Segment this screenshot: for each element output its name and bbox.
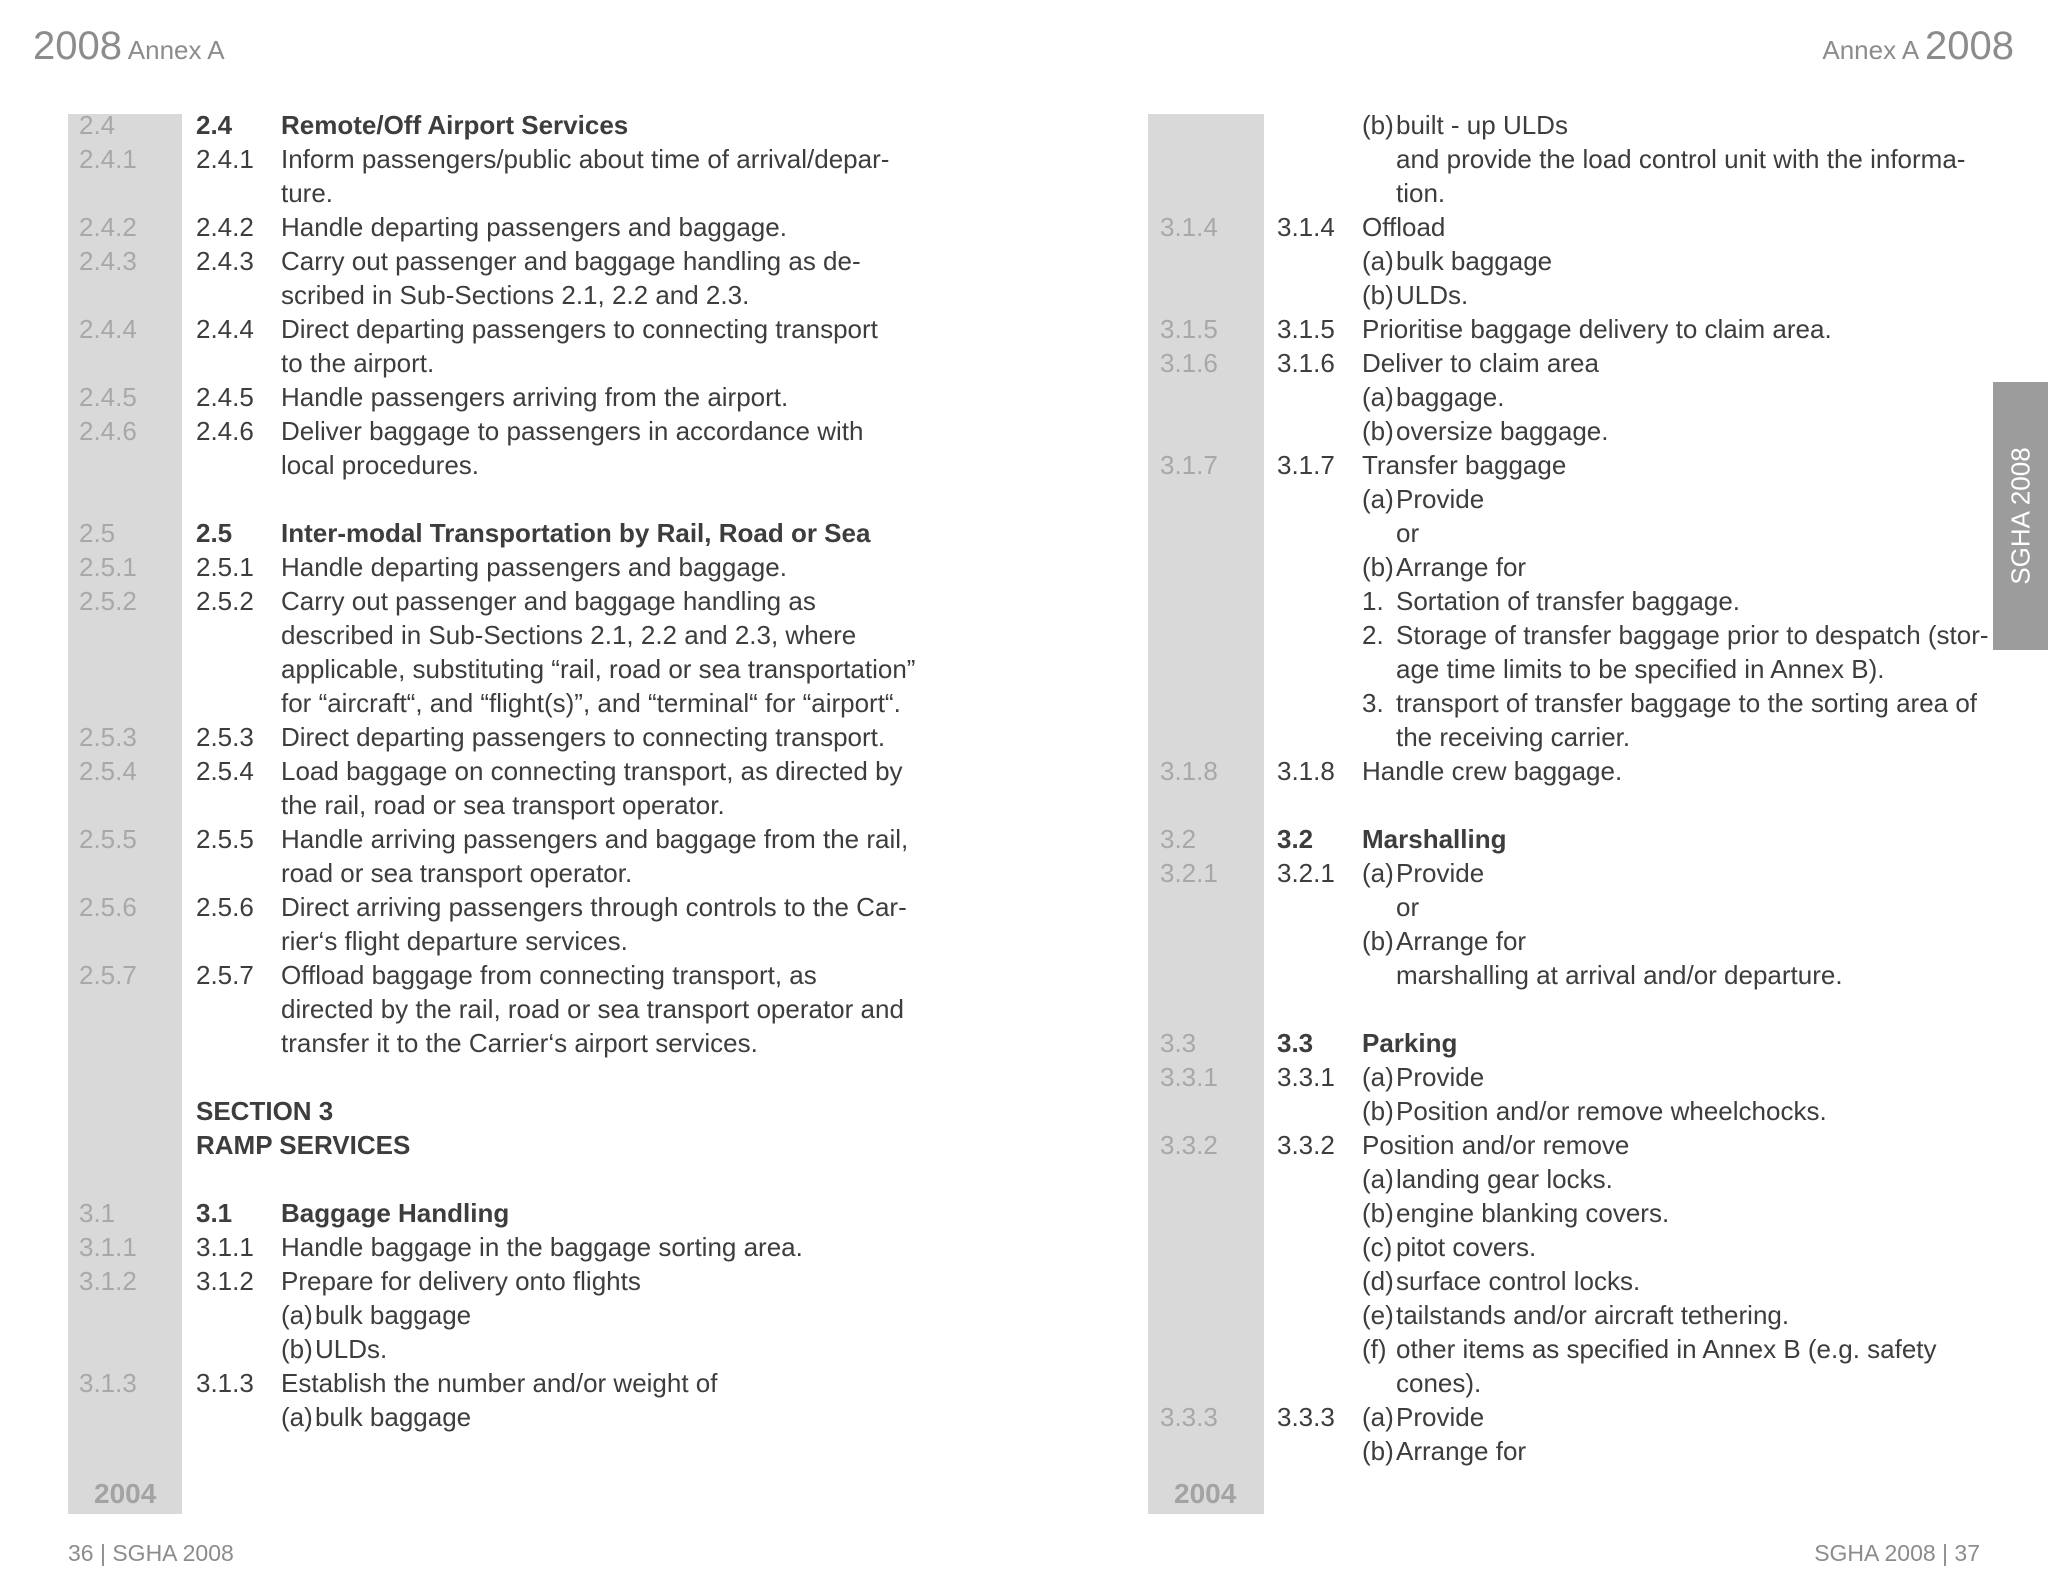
header-left bbox=[33, 24, 225, 69]
old-section-number: 2.4.2 bbox=[79, 212, 137, 242]
line-text: ULDs. bbox=[1396, 280, 1469, 310]
old-section-number: 3.1 bbox=[79, 1198, 116, 1228]
footer-right: SGHA 2008 | 37 bbox=[1814, 1540, 1980, 1566]
old-section-number: 2.5.3 bbox=[79, 722, 137, 752]
section-number: 2.5.5 bbox=[196, 824, 254, 854]
section-number: 3.1.8 bbox=[1277, 756, 1335, 786]
section-number: 3.1.4 bbox=[1277, 212, 1335, 242]
line-text: Position and/or remove wheelchocks. bbox=[1396, 1096, 1827, 1126]
text-line bbox=[0, 1264, 2000, 1298]
sub-item-marker: 3. bbox=[1362, 688, 1384, 718]
section-title: Parking bbox=[1362, 1028, 1458, 1058]
line-text: ULDs. bbox=[315, 1334, 388, 1364]
text-line bbox=[0, 108, 2000, 142]
header-left-year: 2008 bbox=[33, 24, 122, 68]
section-heading: RAMP SERVICES bbox=[196, 1130, 411, 1160]
section-number: 3.1 bbox=[196, 1198, 233, 1228]
old-section-number: 3.1.8 bbox=[1160, 756, 1218, 786]
old-section-number: 3.2.1 bbox=[1160, 858, 1218, 888]
text-line bbox=[0, 584, 2000, 618]
line-text: to the airport. bbox=[281, 348, 435, 378]
line-text: Storage of transfer baggage prior to despatch (stor- bbox=[1396, 620, 1989, 650]
old-section-number: 3.3.2 bbox=[1160, 1130, 1218, 1160]
old-section-number: 3.3 bbox=[1160, 1028, 1197, 1058]
old-section-number: 2.4 bbox=[79, 110, 116, 140]
line-text: Handle arriving passengers and baggage from the rail, bbox=[281, 824, 909, 854]
old-section-number: 2.5.7 bbox=[79, 960, 137, 990]
line-text: Prioritise baggage delivery to claim area. bbox=[1362, 314, 1832, 344]
line-text: built - up ULDs bbox=[1396, 110, 1568, 140]
text-line bbox=[0, 1094, 2000, 1128]
section-number: 2.5.4 bbox=[196, 756, 254, 786]
section-number: 2.5.1 bbox=[196, 552, 254, 582]
text-line bbox=[0, 1060, 2000, 1094]
old-section-number: 3.1.3 bbox=[79, 1368, 137, 1398]
line-text: oversize baggage. bbox=[1396, 416, 1609, 446]
line-text: Handle crew baggage. bbox=[1362, 756, 1623, 786]
sub-item-marker: (b) bbox=[1362, 552, 1394, 582]
line-text: bulk baggage bbox=[315, 1300, 472, 1330]
right-page-content bbox=[0, 108, 2000, 1468]
line-text: applicable, substituting “rail, road or sea transportation” bbox=[281, 654, 916, 684]
text-line bbox=[0, 1366, 2000, 1400]
text-line bbox=[0, 414, 2000, 448]
line-text: Direct departing passengers to connecting transport. bbox=[281, 722, 886, 752]
sub-item-marker: (b) bbox=[1362, 926, 1394, 956]
line-text: Arrange for bbox=[1396, 1436, 1527, 1466]
section-number: 2.4.6 bbox=[196, 416, 254, 446]
sub-item-marker: (b) bbox=[1362, 416, 1394, 446]
header-right-year: 2008 bbox=[1925, 24, 2014, 68]
sub-item-marker: (b) bbox=[1362, 1436, 1394, 1466]
line-text: cones). bbox=[1396, 1368, 1482, 1398]
text-line bbox=[0, 1230, 2000, 1264]
text-line bbox=[0, 1128, 2000, 1162]
text-line bbox=[0, 992, 2000, 1026]
old-section-number: 3.3.3 bbox=[1160, 1402, 1218, 1432]
old-section-number: 3.3.1 bbox=[1160, 1062, 1218, 1092]
sub-item-marker: (b) bbox=[1362, 280, 1394, 310]
sub-item-marker: (a) bbox=[1362, 1402, 1394, 1432]
line-text: bulk baggage bbox=[315, 1402, 472, 1432]
old-section-number: 2.5.1 bbox=[79, 552, 137, 582]
sub-item-marker: (a) bbox=[1362, 484, 1394, 514]
sub-item-marker: 1. bbox=[1362, 586, 1384, 616]
line-text: Prepare for delivery onto flights bbox=[281, 1266, 641, 1296]
line-text: Position and/or remove bbox=[1362, 1130, 1630, 1160]
section-number: 2.5.3 bbox=[196, 722, 254, 752]
text-line bbox=[0, 346, 2000, 380]
right-col-year: 2004 bbox=[1174, 1478, 1237, 1509]
old-section-number: 2.4.5 bbox=[79, 382, 137, 412]
section-number: 3.1.6 bbox=[1277, 348, 1335, 378]
section-number: 2.4.3 bbox=[196, 246, 254, 276]
line-text: local procedures. bbox=[281, 450, 479, 480]
old-section-number: 2.5 bbox=[79, 518, 116, 548]
section-number: 2.4.2 bbox=[196, 212, 254, 242]
sub-item-marker: (a) bbox=[1362, 1062, 1394, 1092]
text-line bbox=[0, 312, 2000, 346]
text-line bbox=[0, 142, 2000, 176]
section-number: 3.1.3 bbox=[196, 1368, 254, 1398]
line-text: engine blanking covers. bbox=[1396, 1198, 1670, 1228]
text-line bbox=[0, 176, 2000, 210]
section-number: 2.5 bbox=[196, 518, 233, 548]
line-text: tailstands and/or aircraft tethering. bbox=[1396, 1300, 1790, 1330]
sub-item-marker: (a) bbox=[1362, 382, 1394, 412]
sub-item-marker: (a) bbox=[1362, 858, 1394, 888]
section-number: 3.1.5 bbox=[1277, 314, 1335, 344]
line-text: directed by the rail, road or sea transport operator and bbox=[281, 994, 904, 1024]
header-left-label: Annex A bbox=[127, 35, 225, 65]
line-text: Establish the number and/or weight of bbox=[281, 1368, 718, 1398]
old-section-number: 2.4.4 bbox=[79, 314, 137, 344]
section-number: 3.1.1 bbox=[196, 1232, 254, 1262]
line-text: Handle passengers arriving from the airport. bbox=[281, 382, 789, 412]
text-line bbox=[0, 516, 2000, 550]
sub-item-marker: (d) bbox=[1362, 1266, 1394, 1296]
line-text: Arrange for bbox=[1396, 926, 1527, 956]
text-line bbox=[0, 278, 2000, 312]
line-text: Offload bbox=[1362, 212, 1446, 242]
line-text: baggage. bbox=[1396, 382, 1505, 412]
line-text: rier‘s flight departure services. bbox=[281, 926, 628, 956]
section-number: 2.4 bbox=[196, 110, 233, 140]
sub-item-marker: (a) bbox=[281, 1300, 313, 1330]
text-line bbox=[0, 1026, 2000, 1060]
text-line bbox=[0, 1434, 2000, 1468]
sub-item-marker: (f) bbox=[1362, 1334, 1387, 1364]
line-text: surface control locks. bbox=[1396, 1266, 1641, 1296]
side-tab-label: SGHA 2008 bbox=[2005, 447, 2035, 585]
sub-item-marker: 2. bbox=[1362, 620, 1384, 650]
line-text: the rail, road or sea transport operator. bbox=[281, 790, 725, 820]
text-line bbox=[0, 686, 2000, 720]
section-number: 2.4.5 bbox=[196, 382, 254, 412]
text-line bbox=[0, 652, 2000, 686]
line-text: Deliver baggage to passengers in accordance with bbox=[281, 416, 864, 446]
old-section-number: 3.1.4 bbox=[1160, 212, 1218, 242]
line-text: Carry out passenger and baggage handling as de- bbox=[281, 246, 861, 276]
section-number: 3.2 bbox=[1277, 824, 1314, 854]
sub-item-marker: (a) bbox=[1362, 1164, 1394, 1194]
text-line bbox=[0, 890, 2000, 924]
text-line bbox=[0, 618, 2000, 652]
sub-item-marker: (b) bbox=[1362, 110, 1394, 140]
sub-item-marker: (a) bbox=[281, 1402, 313, 1432]
line-text: Handle departing passengers and baggage. bbox=[281, 212, 787, 242]
text-line bbox=[0, 720, 2000, 754]
old-section-number: 3.1.1 bbox=[79, 1232, 137, 1262]
line-text: Direct departing passengers to connecting transport bbox=[281, 314, 878, 344]
header-right bbox=[1822, 24, 2014, 69]
footer-left: 36 | SGHA 2008 bbox=[68, 1540, 234, 1566]
sub-item-marker: (b) bbox=[281, 1334, 313, 1364]
line-text: bulk baggage bbox=[1396, 246, 1553, 276]
line-text: Direct arriving passengers through controls to the Car- bbox=[281, 892, 907, 922]
section-number: 2.5.2 bbox=[196, 586, 254, 616]
text-line bbox=[0, 448, 2000, 482]
old-section-number: 3.2 bbox=[1160, 824, 1197, 854]
line-text: transfer it to the Carrier‘s airport services. bbox=[281, 1028, 758, 1058]
old-section-number: 3.1.5 bbox=[1160, 314, 1218, 344]
line-text: Carry out passenger and baggage handling as bbox=[281, 586, 816, 616]
line-text: Provide bbox=[1396, 1402, 1485, 1432]
section-number: 3.3.3 bbox=[1277, 1402, 1335, 1432]
line-text: tion. bbox=[1396, 178, 1446, 208]
section-number: 3.1.7 bbox=[1277, 450, 1335, 480]
section-number: 2.5.6 bbox=[196, 892, 254, 922]
section-title: Inter-modal Transportation by Rail, Road or Sea bbox=[281, 518, 871, 548]
line-text: scribed in Sub-Sections 2.1, 2.2 and 2.3. bbox=[281, 280, 750, 310]
line-text: and provide the load control unit with the informa- bbox=[1396, 144, 1966, 174]
line-text: Handle departing passengers and baggage. bbox=[281, 552, 787, 582]
old-section-number: 3.1.6 bbox=[1160, 348, 1218, 378]
section-number: 2.4.4 bbox=[196, 314, 254, 344]
text-line bbox=[0, 1332, 2000, 1366]
text-line bbox=[0, 1298, 2000, 1332]
text-line bbox=[0, 958, 2000, 992]
old-section-number: 2.5.6 bbox=[79, 892, 137, 922]
line-text: or bbox=[1396, 892, 1420, 922]
text-line bbox=[0, 550, 2000, 584]
text-line bbox=[0, 380, 2000, 414]
line-text: the receiving carrier. bbox=[1396, 722, 1631, 752]
old-section-number: 3.1.2 bbox=[79, 1266, 137, 1296]
old-section-number: 2.5.2 bbox=[79, 586, 137, 616]
line-text: pitot covers. bbox=[1396, 1232, 1537, 1262]
line-text: landing gear locks. bbox=[1396, 1164, 1613, 1194]
line-text: road or sea transport operator. bbox=[281, 858, 633, 888]
old-section-number: 3.1.7 bbox=[1160, 450, 1218, 480]
section-title: Remote/Off Airport Services bbox=[281, 110, 629, 140]
sub-item-marker: (b) bbox=[1362, 1198, 1394, 1228]
section-number: 3.2.1 bbox=[1277, 858, 1335, 888]
text-line bbox=[0, 788, 2000, 822]
side-tab bbox=[1993, 382, 2048, 650]
text-line bbox=[0, 1162, 2000, 1196]
section-number: 3.1.2 bbox=[196, 1266, 254, 1296]
line-text: Provide bbox=[1396, 1062, 1485, 1092]
sub-item-marker: (a) bbox=[1362, 246, 1394, 276]
line-text: Handle baggage in the baggage sorting area. bbox=[281, 1232, 803, 1262]
line-text: transport of transfer baggage to the sorting area of bbox=[1396, 688, 1978, 718]
section-number: 2.5.7 bbox=[196, 960, 254, 990]
section-number: 3.3.2 bbox=[1277, 1130, 1335, 1160]
old-section-number: 2.4.1 bbox=[79, 144, 137, 174]
line-text: Transfer baggage bbox=[1362, 450, 1567, 480]
line-text: Deliver to claim area bbox=[1362, 348, 1599, 378]
sub-item-marker: (b) bbox=[1362, 1096, 1394, 1126]
section-number: 3.3.1 bbox=[1277, 1062, 1335, 1092]
section-title: Baggage Handling bbox=[281, 1198, 510, 1228]
line-text: or bbox=[1396, 518, 1420, 548]
line-text: Provide bbox=[1396, 484, 1485, 514]
sub-item-marker: (e) bbox=[1362, 1300, 1394, 1330]
section-title: Marshalling bbox=[1362, 824, 1507, 854]
text-line bbox=[0, 754, 2000, 788]
section-number: 3.3 bbox=[1277, 1028, 1314, 1058]
line-text: ture. bbox=[281, 178, 334, 208]
text-line bbox=[0, 210, 2000, 244]
old-section-number: 2.4.6 bbox=[79, 416, 137, 446]
line-text: Offload baggage from connecting transport, as bbox=[281, 960, 817, 990]
text-line bbox=[0, 924, 2000, 958]
line-text: Inform passengers/public about time of arrival/depar- bbox=[281, 144, 890, 174]
line-text: Arrange for bbox=[1396, 552, 1527, 582]
text-line bbox=[0, 244, 2000, 278]
line-text: other items as specified in Annex B (e.g. safety bbox=[1396, 1334, 1937, 1364]
header-right-label: Annex A bbox=[1822, 35, 1918, 65]
section-number: 2.4.1 bbox=[196, 144, 254, 174]
line-text: marshalling at arrival and/or departure. bbox=[1396, 960, 1843, 990]
old-section-number: 2.4.3 bbox=[79, 246, 137, 276]
sub-item-marker: (c) bbox=[1362, 1232, 1393, 1262]
old-section-number: 2.5.5 bbox=[79, 824, 137, 854]
text-line bbox=[0, 822, 2000, 856]
old-section-number: 2.5.4 bbox=[79, 756, 137, 786]
line-text: age time limits to be specified in Annex B). bbox=[1396, 654, 1885, 684]
text-line bbox=[0, 1400, 2000, 1434]
line-text: Sortation of transfer baggage. bbox=[1396, 586, 1741, 616]
section-heading: SECTION 3 bbox=[196, 1096, 334, 1126]
left-col-year: 2004 bbox=[94, 1478, 157, 1509]
line-text: described in Sub-Sections 2.1, 2.2 and 2.3, where bbox=[281, 620, 857, 650]
line-text: Provide bbox=[1396, 858, 1485, 888]
line-text: Load baggage on connecting transport, as directed by bbox=[281, 756, 903, 786]
text-line bbox=[0, 482, 2000, 516]
text-line bbox=[0, 1196, 2000, 1230]
line-text: for “aircraft“, and “flight(s)”, and “terminal“ for “airport“. bbox=[281, 688, 901, 718]
text-line bbox=[0, 856, 2000, 890]
